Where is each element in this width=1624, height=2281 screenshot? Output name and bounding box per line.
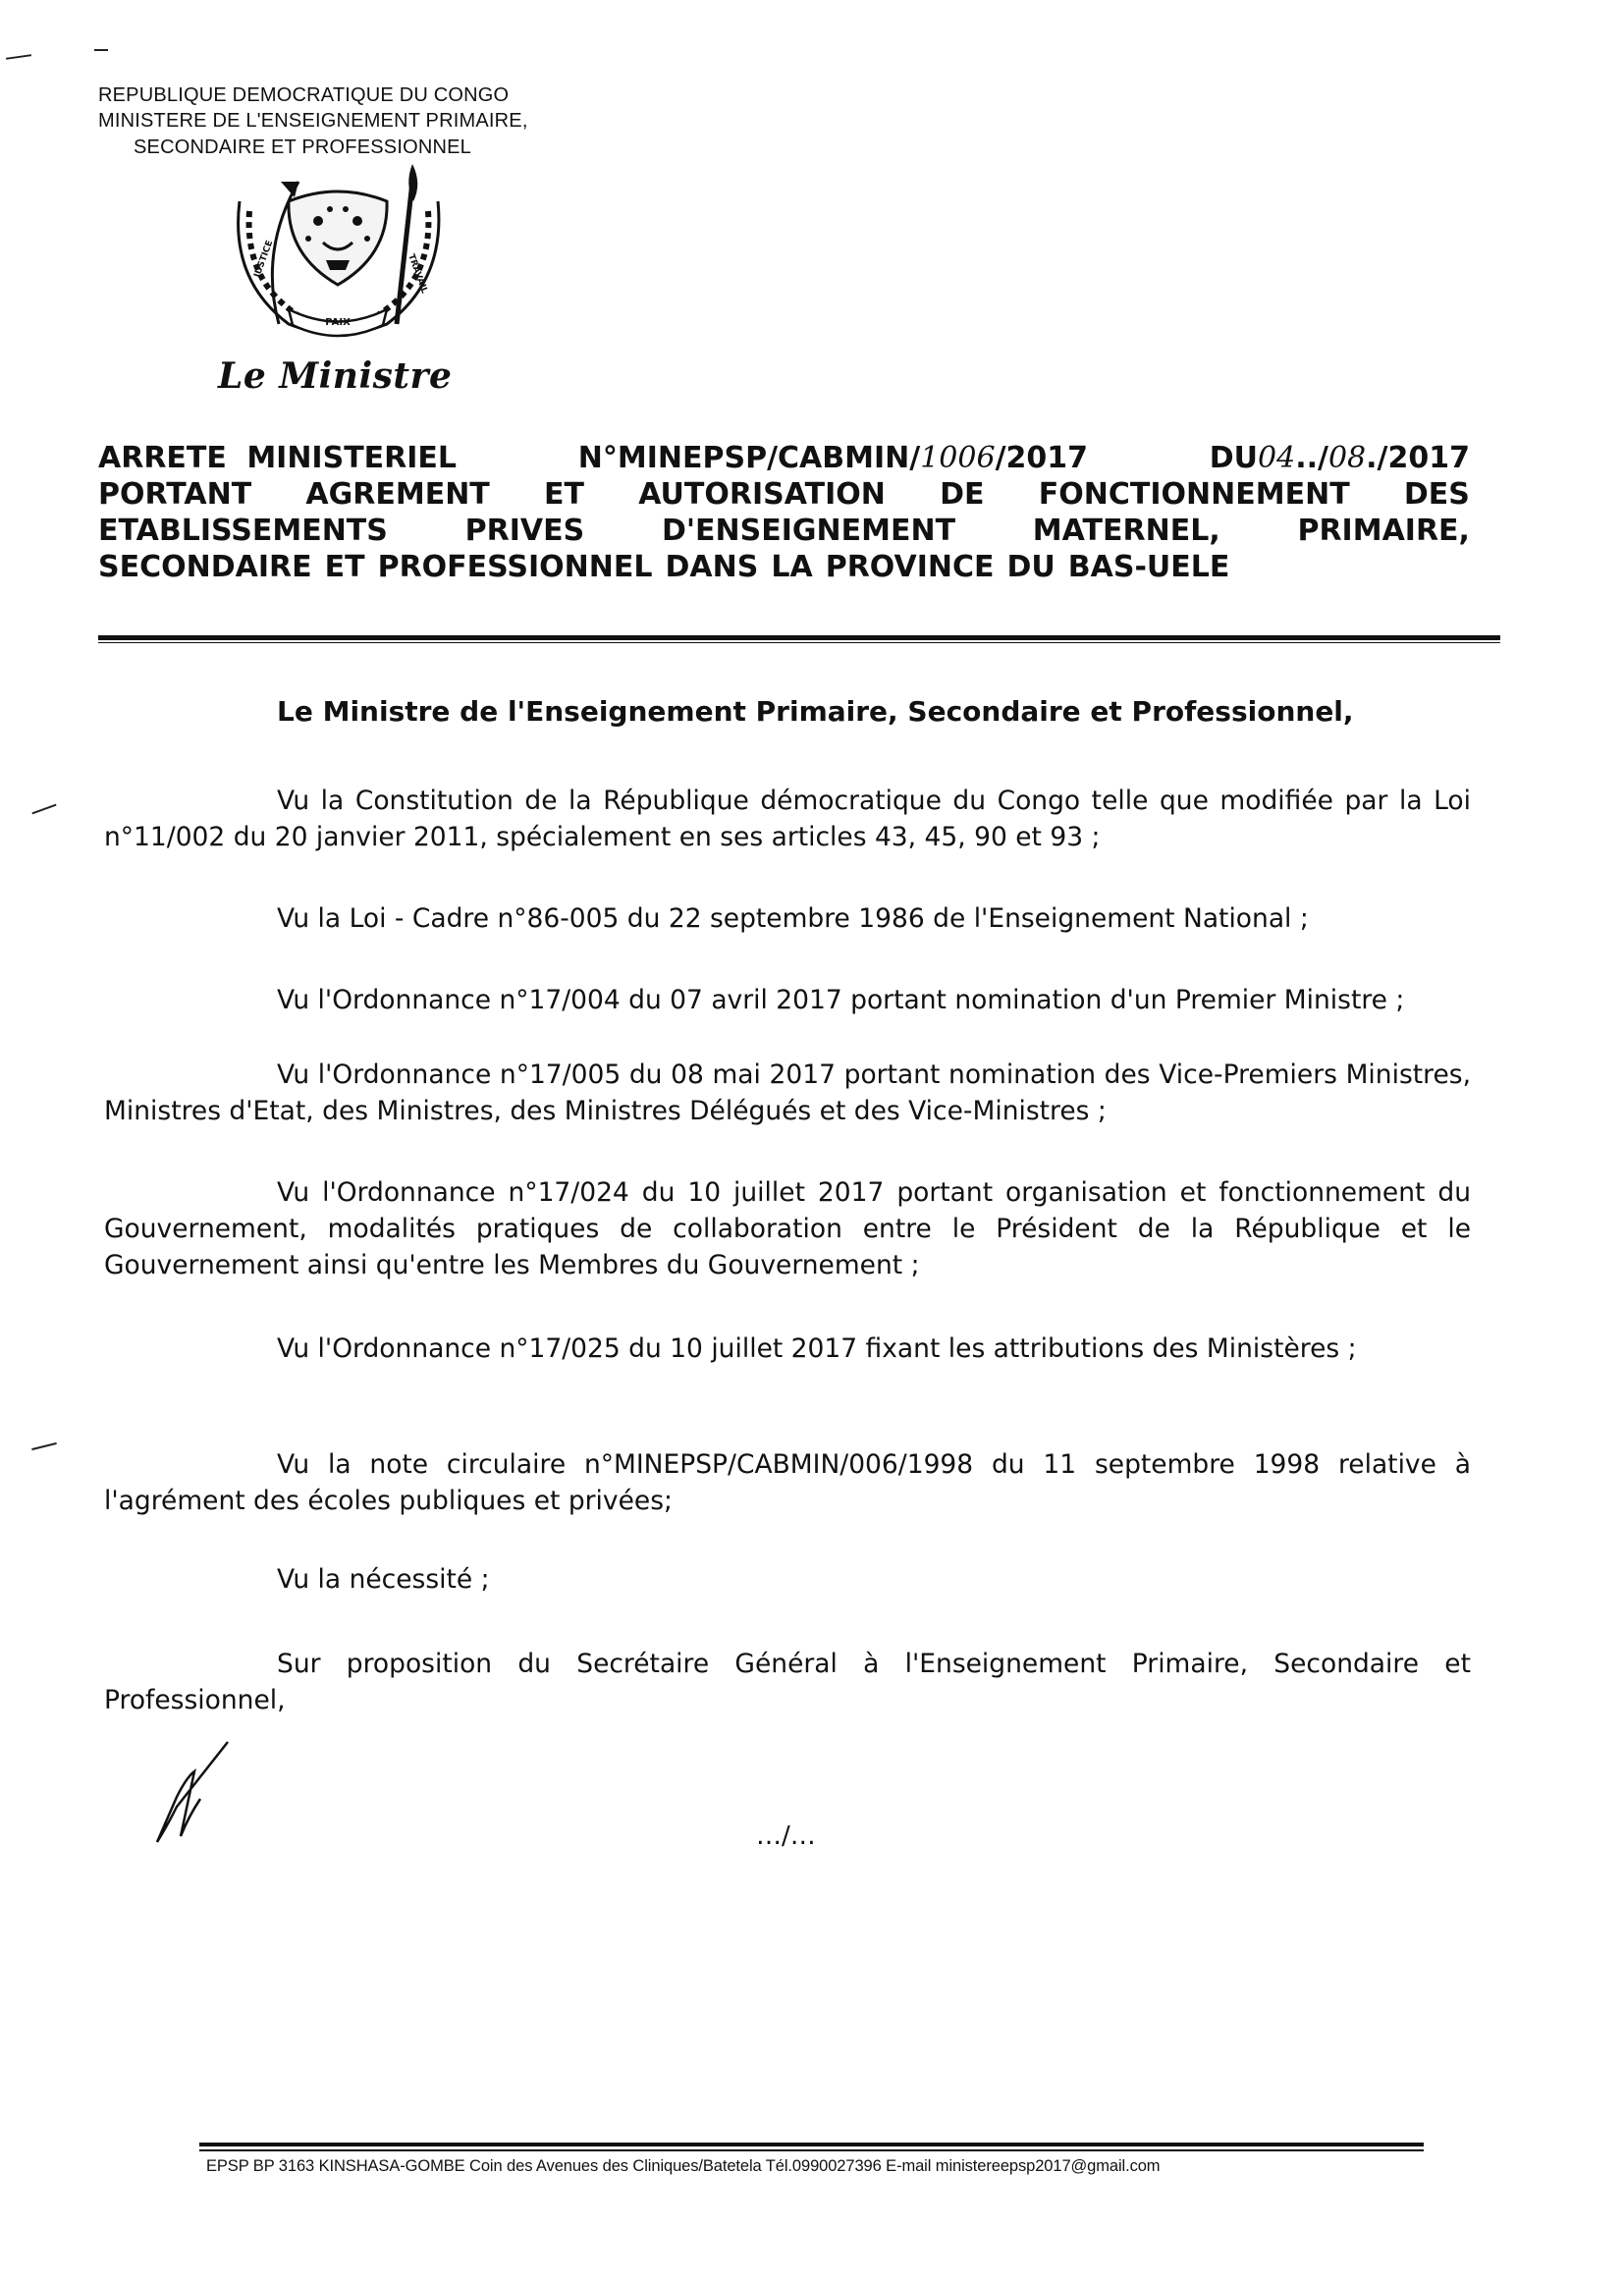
handwritten-month: 08 xyxy=(1327,441,1367,475)
title-date: DU04../08./2017 xyxy=(1209,441,1470,475)
signature-title: Le Ministre xyxy=(218,355,453,397)
title-arrete-label: ARRETE MINISTERIEL xyxy=(98,441,458,475)
title-line-3: ETABLISSEMENTS PRIVES D'ENSEIGNEMENT MATERNEL, PRIMAIRE, xyxy=(98,514,1470,548)
consideration-6: Vu l'Ordonnance n°17/025 du 10 juillet 2017 fixant les attributions des Ministères ; xyxy=(277,1333,1357,1364)
consideration-8: Vu la nécessité ; xyxy=(277,1564,490,1595)
minister-heading: Le Ministre de l'Enseignement Primaire, Secondaire et Professionnel, xyxy=(277,695,1354,728)
continuation-mark: …/… xyxy=(756,1821,816,1851)
decree-title xyxy=(98,440,1470,585)
footer-address: EPSP BP 3163 KINSHASA-GOMBE Coin des Avenues des Cliniques/Batetela Tél.0990027396 E-mail ministereepsp2017@gmail.com xyxy=(206,2157,1161,2175)
coat-of-arms-icon xyxy=(220,162,456,358)
consideration-4: Vu l'Ordonnance n°17/005 du 08 mai 2017 portant nomination des Vice-Premiers Ministres, Ministres d'Etat, des Ministres, des Ministres Délégués et des Vice-Ministres ; xyxy=(104,1059,1471,1126)
consideration-9: Sur proposition du Secrétaire Général à l'Enseignement Primaire, Secondaire et Professionnel, xyxy=(104,1649,1471,1715)
scan-mark xyxy=(31,1442,57,1450)
consideration-1: Vu la Constitution de la République démocratique du Congo telle que modifiée par la Loi n°11/002 du 20 janvier 2011, spécialement en ses articles 43, 45, 90 et 93 ; xyxy=(104,786,1471,852)
initial-signature-icon xyxy=(147,1738,236,1846)
scan-mark xyxy=(94,49,108,51)
handwritten-number: 1006 xyxy=(920,441,996,475)
svg-text:PAIX: PAIX xyxy=(325,317,351,328)
title-line-2: PORTANT AGREMENT ET AUTORISATION DE FONCTIONNEMENT DES xyxy=(98,477,1470,512)
title-line-4: SECONDAIRE ET PROFESSIONNEL DANS LA PROVINCE DU BAS-UELE xyxy=(98,550,1230,584)
consideration-7: Vu la note circulaire n°MINEPSP/CABMIN/006/1998 du 11 septembre 1998 relative à l'agrément des écoles publiques et privées; xyxy=(104,1449,1471,1516)
header-ministry-line2: SECONDAIRE ET PROFESSIONNEL xyxy=(134,136,471,158)
svg-text:TRAVAIL: TRAVAIL xyxy=(406,252,429,296)
consideration-3: Vu l'Ordonnance n°17/004 du 07 avril 2017 portant nomination d'un Premier Ministre ; xyxy=(277,985,1405,1015)
footer-divider xyxy=(199,2143,1424,2146)
handwritten-day: 04 xyxy=(1258,441,1296,475)
title-divider-thin xyxy=(98,642,1500,643)
title-divider xyxy=(98,635,1500,640)
scan-mark xyxy=(31,804,56,815)
consideration-2: Vu la Loi - Cadre n°86-005 du 22 septembre 1986 de l'Enseignement National ; xyxy=(277,903,1309,934)
header-ministry-line1: MINISTERE DE L'ENSEIGNEMENT PRIMAIRE, xyxy=(98,110,528,132)
title-reference: N°MINEPSP/CABMIN/1006/2017 xyxy=(577,441,1089,475)
footer-divider-thin xyxy=(199,2149,1424,2151)
header-country: REPUBLIQUE DEMOCRATIQUE DU CONGO xyxy=(98,84,510,106)
scan-mark xyxy=(6,54,31,60)
svg-text:JUSTICE: JUSTICE xyxy=(252,239,276,280)
consideration-5: Vu l'Ordonnance n°17/024 du 10 juillet 2017 portant organisation et fonctionnement du Gouvernement, modalités pratiques de collaboration entre le Président de la République et le Gouvernement ainsi qu'entre les Membres du Gouvernement ; xyxy=(104,1177,1471,1280)
title-line-1 xyxy=(98,440,1470,476)
